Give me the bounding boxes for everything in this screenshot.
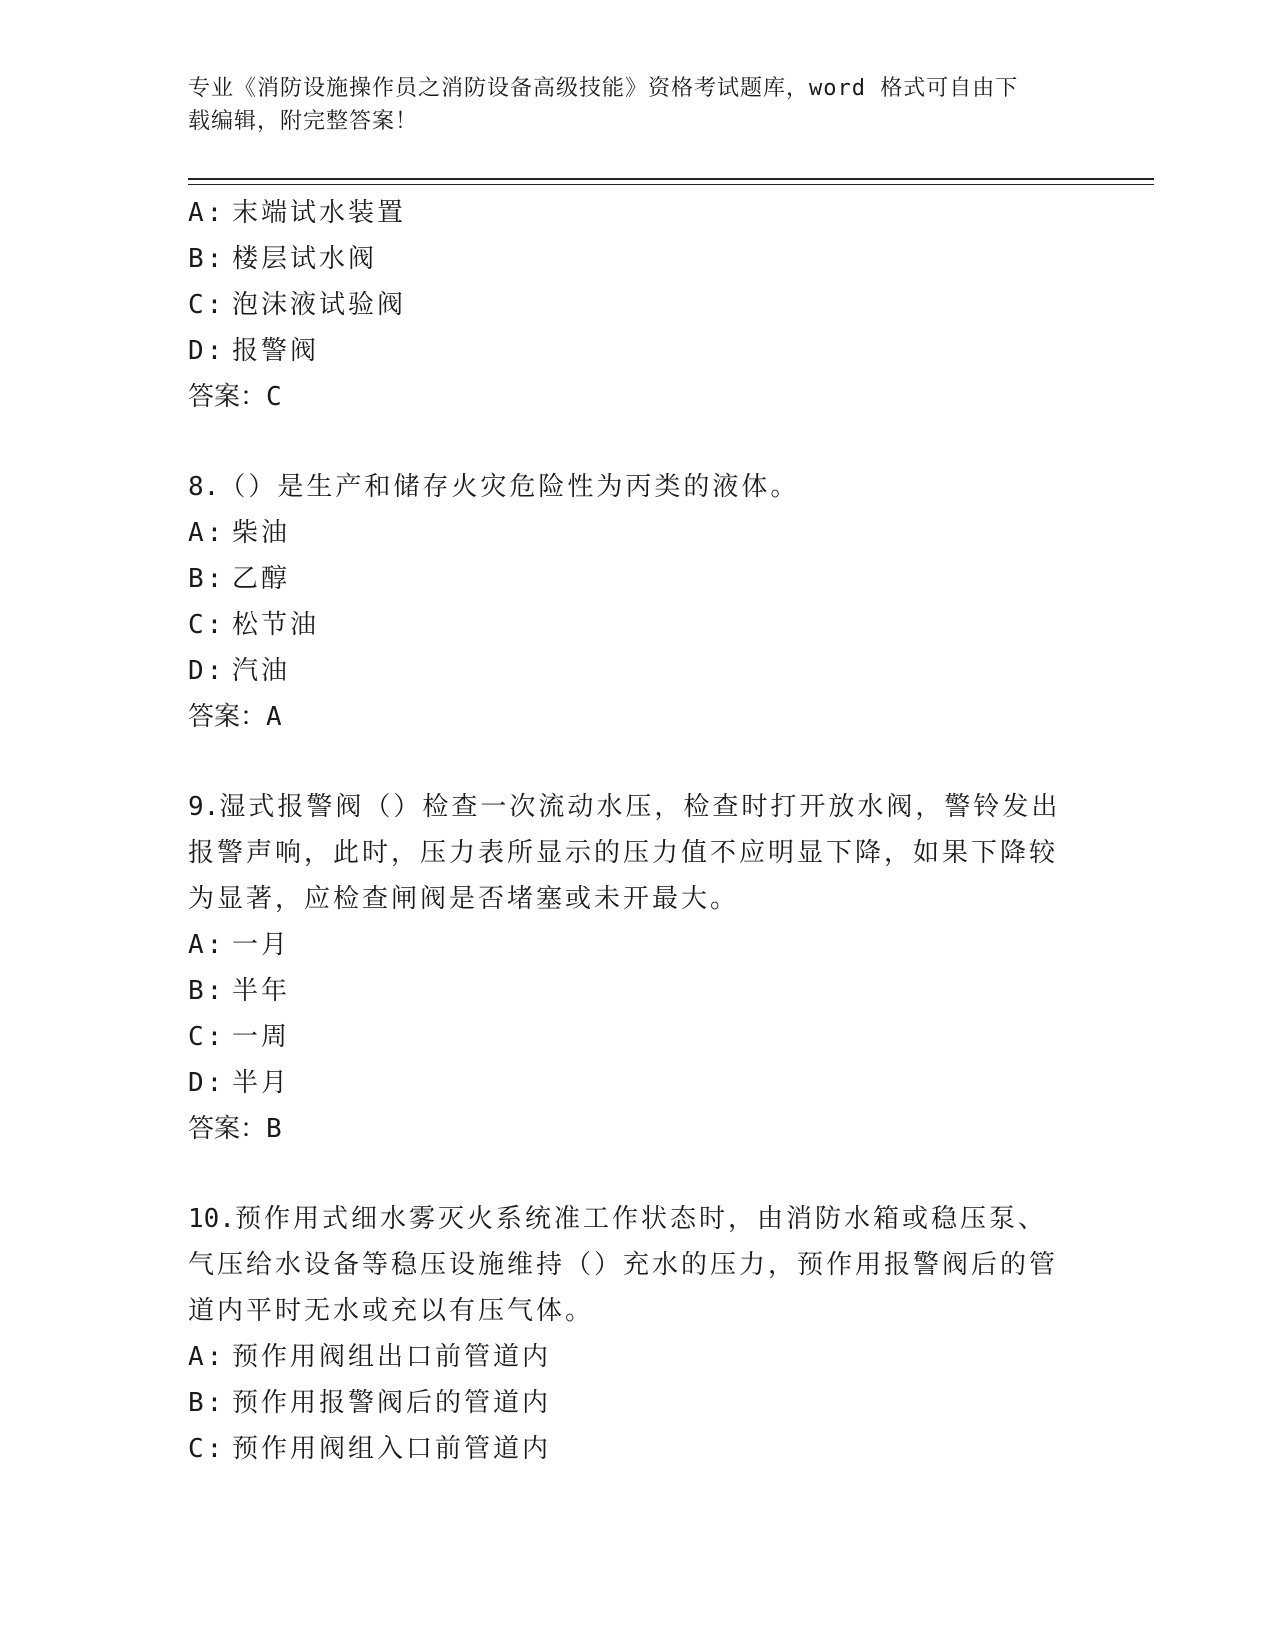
question-9-options: [188, 922, 1088, 1152]
option-c: C: 松节油: [188, 610, 320, 640]
question-7-options: [188, 190, 1088, 420]
option-d: D: 汽油: [188, 656, 291, 686]
document-header: [188, 72, 1068, 138]
option-b: B: 半年: [188, 976, 291, 1006]
question-10: 10.预作用式细水雾灭火系统准工作状态时，由消防水箱或稳压泵、气压给水设备等稳压设施维持（）充水的压力，预作用报警阀后的管道内平时无水或充以有压气体。: [188, 1204, 1059, 1326]
option-b: B: 预作用报警阀后的管道内: [188, 1388, 552, 1418]
header-divider: [188, 178, 1154, 180]
question-9: 9.湿式报警阀（）检查一次流动水压，检查时打开放水阀，警铃发出报警声响，此时，压力表所显示的压力值不应明显下降，如果下降较为显著，应检查闸阀是否堵塞或未开最大。: [188, 792, 1061, 914]
option-a: A: 预作用阀组出口前管道内: [188, 1342, 552, 1372]
question-8: 8.（）是生产和储存火灾危险性为丙类的液体。: [188, 472, 800, 502]
question-list: [188, 190, 1088, 1472]
question-10-options: [188, 1334, 1088, 1472]
option-c: C: 泡沫液试验阀: [188, 290, 407, 320]
option-b: B: 楼层试水阀: [188, 244, 378, 274]
option-a: A: 柴油: [188, 518, 291, 548]
question-8-options: [188, 510, 1088, 740]
answer-line: 答案：A: [188, 702, 284, 732]
answer-line: 答案：C: [188, 382, 284, 412]
option-a: A: 末端试水装置: [188, 198, 407, 228]
header-line-2: 载编辑，附完整答案！: [188, 109, 419, 134]
header-line-1: 专业《消防设施操作员之消防设备高级技能》资格考试题库，word 格式可自由下: [188, 76, 1019, 101]
option-c: C: 预作用阀组入口前管道内: [188, 1434, 552, 1464]
option-d: D: 报警阀: [188, 336, 320, 366]
option-b: B: 乙醇: [188, 564, 291, 594]
option-c: C: 一周: [188, 1022, 291, 1052]
option-d: D: 半月: [188, 1068, 291, 1098]
header-divider-thin: [188, 184, 1154, 185]
answer-line: 答案：B: [188, 1114, 284, 1144]
option-a: A: 一月: [188, 930, 291, 960]
